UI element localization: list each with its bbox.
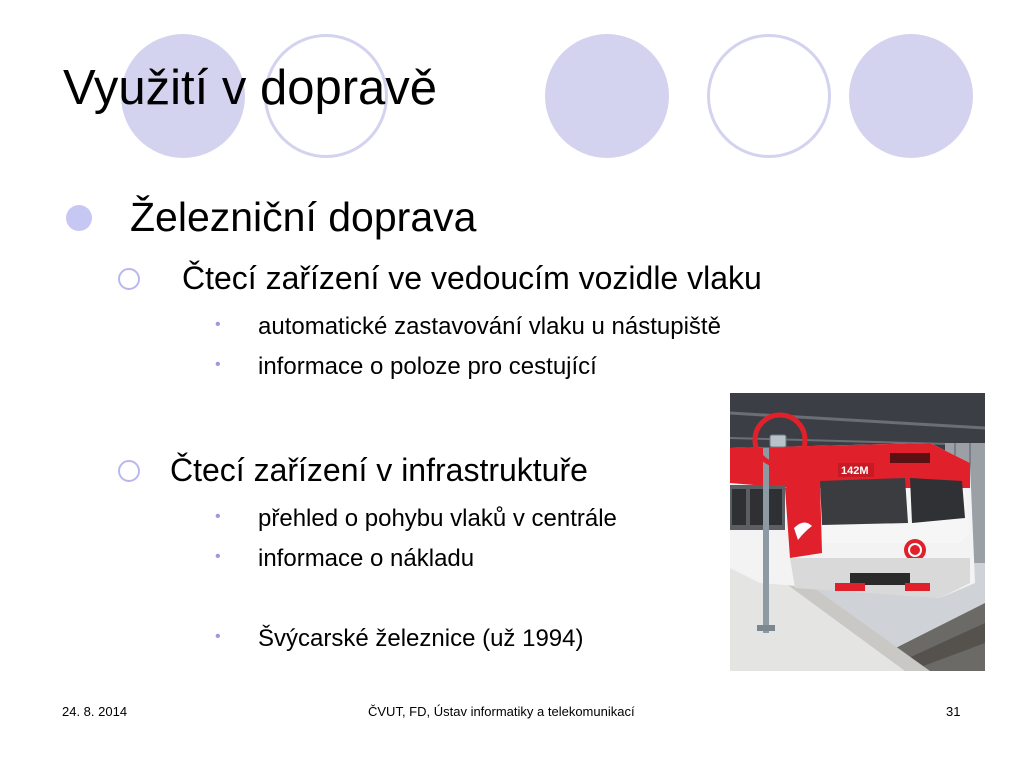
bullet-dot: • (215, 356, 221, 373)
bullet-ring-a (118, 268, 140, 290)
train-photo (730, 393, 985, 671)
section-b-extra-item: Švýcarské železnice (už 1994) (258, 625, 584, 652)
footer-center: ČVUT, FD, Ústav informatiky a telekomunikací (368, 704, 635, 719)
section-a-heading: Čtecí zařízení ve vedoucím vozidle vlaku (182, 260, 762, 296)
section-b-item-1: přehled o pohybu vlaků v centrále (258, 505, 617, 532)
section-b-item-2: informace o nákladu (258, 545, 475, 572)
footer-page: 31 (946, 704, 961, 719)
bullet-dot: • (215, 548, 221, 565)
decor-circle-5 (849, 34, 973, 158)
footer-date: 24. 8. 2014 (62, 704, 128, 719)
slide-title: Využití v dopravě (63, 61, 438, 115)
bullet-dot: • (215, 628, 221, 645)
decor-circle-4 (707, 34, 831, 158)
bullet-dot: • (215, 508, 221, 525)
decor-circle-3 (545, 34, 669, 158)
train-number: 142M (841, 465, 869, 477)
bullet-dot: • (215, 316, 221, 333)
bullet-ring-b (118, 460, 140, 482)
train-photo-svg (730, 393, 985, 671)
section-b-heading: Čtecí zařízení v infrastruktuře (170, 452, 588, 488)
section-a-item-1: automatické zastavování vlaku u nástupiště (258, 313, 721, 340)
section-a-item-2: informace o poloze pro cestující (258, 353, 597, 380)
bullet-level1 (66, 205, 92, 231)
level1-text: Železniční doprava (130, 194, 477, 240)
